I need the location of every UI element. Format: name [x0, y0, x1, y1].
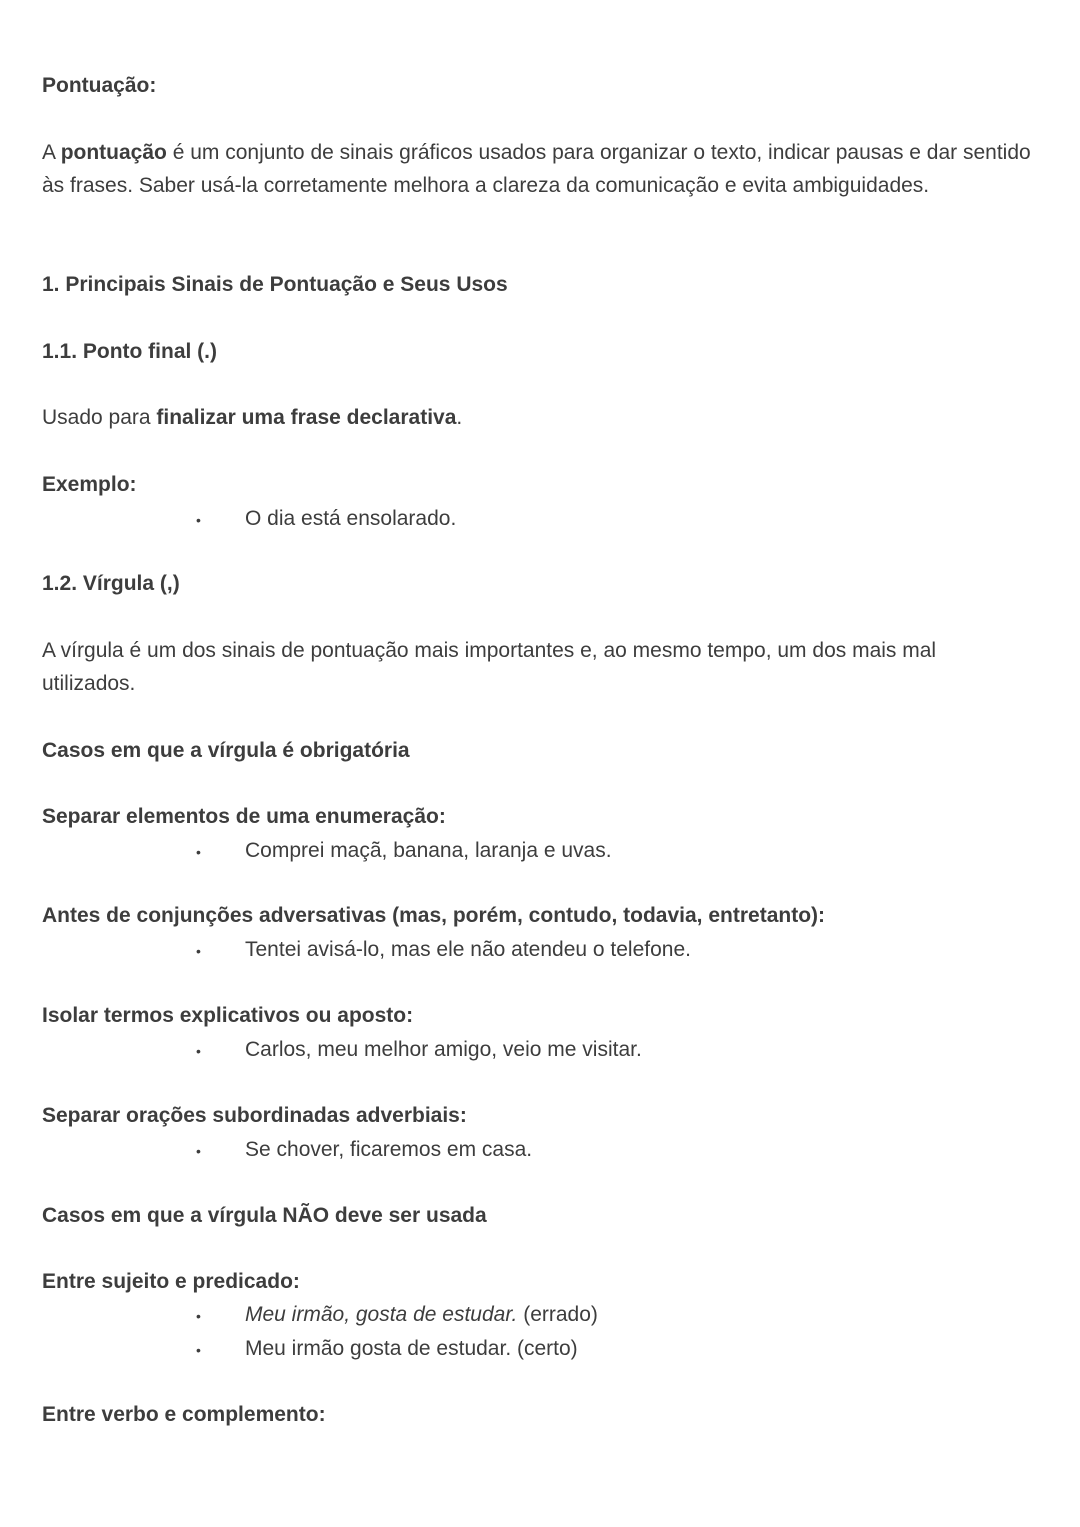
subsection-heading-ponto-final: 1.1. Ponto final (.) — [42, 340, 218, 363]
case-label: Antes de conjunções adversativas (mas, porém, contudo, todavia, entretanto): — [42, 904, 826, 927]
ponto-final-usage — [42, 401, 462, 434]
bullet-icon: • — [196, 1308, 201, 1324]
case-example: Se chover, ficaremos em casa. — [245, 1138, 533, 1161]
section-heading: 1. Principais Sinais de Pontuação e Seus Usos — [42, 273, 508, 296]
case-example: Tentei avisá-lo, mas ele não atendeu o telefone. — [245, 938, 691, 961]
document-title: Pontuação: — [42, 74, 157, 97]
case-example: Comprei maçã, banana, laranja e uvas. — [245, 839, 612, 862]
case-label: Entre sujeito e predicado: — [42, 1270, 300, 1293]
right-example: Meu irmão gosta de estudar. (certo) — [245, 1337, 578, 1360]
wrong-example-italic: Meu irmão, gosta de estudar. — [245, 1303, 518, 1326]
usage-bold: finalizar uma frase declarativa — [156, 406, 457, 429]
intro-paragraph — [42, 136, 1032, 202]
usage-prefix: Usado para — [42, 406, 157, 429]
forbidden-heading: Casos em que a vírgula NÃO deve ser usada — [42, 1204, 487, 1227]
bullet-icon: • — [196, 512, 201, 528]
intro-bold-term: pontuação — [60, 141, 167, 164]
bullet-icon: • — [196, 1043, 201, 1059]
case-label: Entre verbo e complemento: — [42, 1403, 326, 1426]
case-label: Separar elementos de uma enumeração: — [42, 805, 446, 828]
wrong-note: (errado) — [517, 1303, 598, 1326]
wrong-example — [245, 1298, 598, 1331]
bullet-icon: • — [196, 943, 201, 959]
usage-suffix: . — [456, 406, 463, 429]
case-label: Isolar termos explicativos ou aposto: — [42, 1004, 414, 1027]
bullet-icon: • — [196, 1342, 201, 1358]
example-item: O dia está ensolarado. — [245, 507, 457, 530]
case-label: Separar orações subordinadas adverbiais: — [42, 1104, 467, 1127]
bullet-icon: • — [196, 1143, 201, 1159]
mandatory-heading: Casos em que a vírgula é obrigatória — [42, 739, 410, 762]
subsection-heading-virgula: 1.2. Vírgula (,) — [42, 572, 180, 595]
example-label: Exemplo: — [42, 473, 137, 496]
intro-rest: é um conjunto de sinais gráficos usados para organizar o texto, indicar pausas e dar sentido às frases. Saber usá-la corretamente melhora a clareza da comunicação e evita ambiguidades. — [42, 141, 1031, 197]
bullet-icon: • — [196, 844, 201, 860]
intro-prefix: A — [42, 141, 61, 164]
virgula-intro: A vírgula é um dos sinais de pontuação mais importantes e, ao mesmo tempo, um dos mais mal utilizados. — [42, 639, 937, 695]
case-example: Carlos, meu melhor amigo, veio me visitar. — [245, 1038, 642, 1061]
